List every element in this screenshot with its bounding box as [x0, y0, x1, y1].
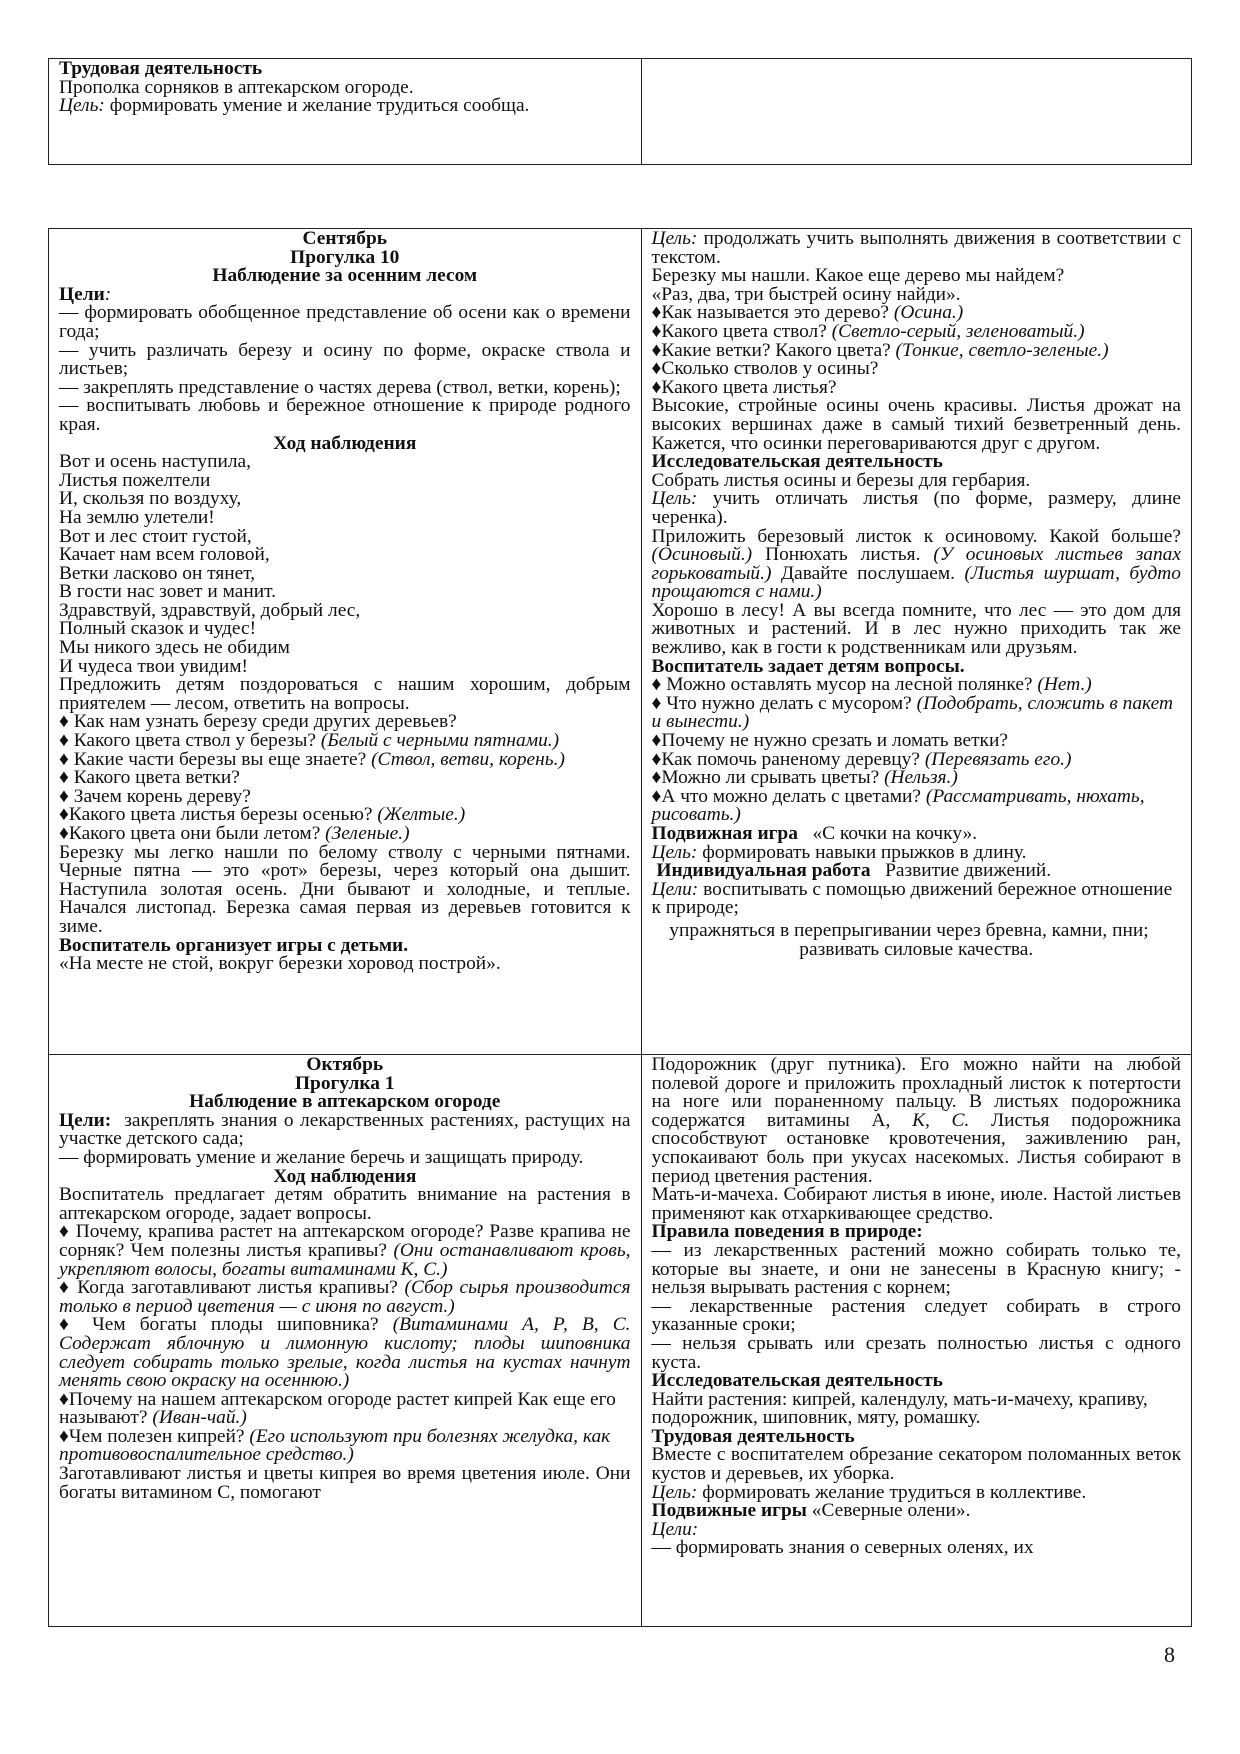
vitamins: К, С.: [912, 1109, 970, 1131]
october-walk-cell-right: [641, 1055, 1192, 1627]
subheading: Исследовательская деятельность: [651, 451, 943, 473]
goal-item: — учить различать березу и осину по форме, окраске ствола и листьев;: [59, 339, 631, 380]
question: ♦ Какого цвета ветки?: [59, 767, 240, 789]
poem-line: Здравствуй, здравствуй, добрый лес,: [59, 599, 361, 621]
goal-text: формировать навыки прыжков в длину.: [702, 841, 1027, 863]
question: ♦Как называется это дерево?: [651, 302, 889, 324]
paragraph: Березку мы легко нашли по белому стволу с черными пятнами. Черные пятна — это «рот» березы, через который она дышит. Наступила золотая осень. Дни бывают и холодные, и теплые. Начался листопад. Березка самая первая из деревьев готовится к зиме.: [59, 841, 631, 937]
month-title: Октябрь: [306, 1054, 384, 1075]
goal-label: Цели:: [651, 878, 699, 900]
question: ♦Какого цвета листья березы осенью?: [59, 804, 373, 826]
goal-label: Цель:: [651, 488, 698, 510]
goal-label: Цели:: [651, 1518, 699, 1540]
question: ♦Почему на нашем аптекарском огороде растет кипрей Как еще его называют?: [59, 1388, 616, 1429]
question: ♦Какого цвета они были летом?: [59, 823, 321, 844]
goals-label: Цели: [59, 283, 105, 305]
goal-label: Цель:: [651, 228, 698, 249]
game-name: «С кочки на кочку».: [812, 823, 978, 844]
goals-label: Цели:: [59, 1109, 112, 1131]
answer: (Перевязать его.): [924, 748, 1072, 770]
subheading: Трудовая деятельность: [651, 1425, 855, 1447]
game-text: «На месте не стой, вокруг березки хоровод построй».: [59, 953, 501, 975]
paragraph: Воспитатель предлагает детям обратить внимание на растения в аптекарском огороде, задает вопросы.: [59, 1184, 631, 1224]
answer: (Ствол, ветви, корень.): [371, 748, 565, 770]
poem-line: Полный сказок и чудес!: [59, 618, 257, 640]
goal-item: — воспитывать любовь и бережное отношение к природе родного края.: [59, 395, 631, 435]
goal-text: упражняться в перепрыгивании через бревна, камни, пни;: [669, 919, 1149, 941]
answer: (Нельзя.): [884, 767, 958, 789]
poem-line: В гости нас зовет и манит.: [59, 581, 276, 603]
answer: (Желтые.): [377, 804, 466, 826]
goal-text: воспитывать с помощью движений бережное отношение к природе;: [651, 878, 1173, 919]
walk-title: Прогулка 1: [294, 1072, 395, 1094]
goal-item: — закреплять представление о частях дерева (ствол, ветки, корень);: [59, 376, 621, 398]
answer: (Его используют при болезнях желудка, как противовоспалительное средство.): [59, 1425, 611, 1466]
answer: (Иван-чай.): [152, 1407, 247, 1429]
paragraph: Подорожник (друг путника). Его можно найти на любой полевой дороге и приложить прохладный листок к потертости на ноге или пораненному пальцу. В листьях подорожника содержатся витамины А,: [651, 1054, 1181, 1131]
paragraph: Давайте послушаем.: [780, 562, 955, 584]
course-heading: Ход наблюдения: [273, 432, 417, 454]
rule-item: — из лекарственных растений можно собирать только те, которые вы знаете, и они не занесены в Красную книгу; - нельзя вырывать растения с корнем;: [651, 1239, 1181, 1299]
paragraph: Собрать листья осины и березы для гербария.: [651, 469, 1031, 491]
subheading: Воспитатель организует игры с детьми.: [59, 934, 409, 956]
question: ♦ Чем богаты плоды шиповника?: [59, 1314, 379, 1336]
subheading: Подвижная игра: [651, 823, 798, 844]
labor-goal: формировать умение и желание трудиться сообща.: [109, 95, 530, 117]
paragraph: Хорошо в лесу! А вы всегда помните, что лес — это дом для животных и растений. И в лес нужно приходить так же вежливо, как в гости к родственникам или друзьям.: [651, 599, 1181, 659]
goal-item: закреплять знания о лекарственных растениях, растущих на участке детского сада;: [59, 1109, 631, 1150]
subheading: Индивидуальная работа: [656, 860, 871, 882]
subheading: Подвижные игры: [651, 1500, 807, 1522]
poem-line: Вот и осень наступила,: [59, 451, 252, 473]
paragraph: Листья подорожника способствуют остановке кровотечения, заживлению ран, успокаивают боль при укусах насекомых. Листья собирают в период цветения растения.: [651, 1109, 1181, 1187]
september-walk-cell-right: [641, 229, 1192, 1055]
answer: (Осиновый.): [651, 544, 753, 566]
october-walk-cell: [49, 1055, 642, 1627]
month-title: Сентябрь: [302, 228, 387, 249]
poem-line: Вот и лес стоит густой,: [59, 525, 252, 547]
poem-line: И, скользя по воздуху,: [59, 488, 242, 510]
question: ♦ Можно оставлять мусор на лесной полянке?: [651, 674, 1033, 696]
answer: (Белый с черными пятнами.): [320, 730, 560, 752]
paragraph: Заготавливают листья и цветы кипрея во время цветения июле. Они богаты витамином С, помогают: [59, 1463, 631, 1503]
goal-text: развивать силовые качества.: [799, 938, 1034, 960]
question: ♦Как помочь раненому деревцу?: [651, 748, 920, 770]
question: ♦Какие ветки? Какого цвета?: [651, 339, 891, 361]
answer: (Зеленые.): [325, 823, 410, 844]
paragraph: Понюхать листья.: [765, 544, 921, 566]
question: ♦ Как нам узнать березу среди других деревьев?: [59, 711, 457, 733]
goal-text: формировать желание трудиться в коллективе.: [702, 1481, 1087, 1503]
goal-label: Цель:: [651, 841, 698, 863]
page-number: 8: [1164, 1642, 1175, 1667]
answer: (У осиновых листьев запах горьковатый.): [651, 544, 1181, 584]
paragraph: Предложить детям поздороваться с нашим хорошим, добрым приятелем — лесом, ответить на вопросы.: [59, 674, 631, 714]
poem-line: Ветки ласково он тянет,: [59, 562, 256, 584]
goal-item: — формировать обобщенное представление об осени как о времени года;: [59, 302, 631, 342]
game-name: «Северные олени».: [811, 1500, 971, 1522]
goal-text: продолжать учить выполнять движения в соответствии с текстом.: [651, 228, 1181, 268]
goal-label: Цель:: [651, 1481, 698, 1503]
observation-title: Наблюдение в аптекарском огороде: [189, 1091, 501, 1113]
poem-line: Листья пожелтели: [59, 469, 211, 491]
poem-line: На землю улетели!: [59, 506, 215, 528]
paragraph: Высокие, стройные осины очень красивы. Листья дрожат на высоких вершинах даже в самый тихий безветренный день. Кажется, что осинки переговариваются друг с другом.: [651, 395, 1181, 454]
observation-title: Наблюдение за осенним лесом: [212, 265, 478, 287]
walk-title: Прогулка 10: [290, 246, 400, 268]
paragraph: Березку мы нашли. Какое еще дерево мы найдем?: [651, 265, 1065, 287]
poem-line: Мы никого здесь не обидим: [59, 637, 290, 659]
subheading: Исследовательская деятельность: [651, 1370, 943, 1392]
goal-item: — формировать умение и желание беречь и защищать природу.: [59, 1146, 584, 1168]
question: ♦А что можно делать с цветами?: [651, 785, 922, 807]
question: ♦Почему не нужно срезать и ломать ветки?: [651, 730, 1008, 752]
labor-table: [48, 58, 1192, 165]
goal-label: Цель:: [59, 95, 105, 117]
labor-cell: [49, 59, 642, 165]
empty-cell: [641, 59, 1192, 165]
answer: (Тонкие, светло-зеленые.): [895, 339, 1109, 361]
answer: (Рассматривать, нюхать, рисовать.): [651, 785, 1145, 826]
labor-title: Трудовая деятельность: [59, 58, 263, 79]
paragraph: Мать-и-мачеха. Собирают листья в июне, июле. Настой листьев применяют как отхаркивающее средство.: [651, 1184, 1181, 1224]
question: ♦ Какие части березы вы еще знаете?: [59, 748, 367, 770]
answer: (Витаминами А, Р, В, С. Содержат яблочную и лимонную кислоту; плоды шиповника следует собирать только зрелые, когда листья на кустах начнут менять свою окраску на осеннюю.): [59, 1314, 631, 1392]
answer: (Осина.): [893, 302, 964, 324]
answer: (Светло-серый, зеленоватый.): [831, 320, 1085, 342]
answer: (Сбор сырья производится только в период цветения — с июня по август.): [59, 1277, 631, 1317]
question: ♦ Когда заготавливают листья крапивы?: [59, 1277, 398, 1299]
paragraph: «Раз, два, три быстрей осину найди».: [651, 283, 961, 305]
question: ♦Чем полезен кипрей?: [59, 1425, 245, 1447]
rule-item: — лекарственные растения следует собирать в строго указанные сроки;: [651, 1295, 1181, 1336]
question: ♦Можно ли срывать цветы?: [651, 767, 880, 789]
goals-colon: :: [104, 283, 112, 305]
question: ♦ Почему, крапива растет на аптекарском огороде? Разве крапива не сорняк? Чем полезны листья крапивы?: [59, 1221, 631, 1261]
answer: (Листья шуршат, будто прощаются с нами.): [651, 562, 1181, 603]
subheading: Воспитатель задает детям вопросы.: [651, 655, 965, 677]
walks-table: [48, 228, 1192, 1627]
paragraph: Найти растения: кипрей, календулу, мать-и-мачеху, крапиву, подорожник, шиповник, мяту, ромашку.: [651, 1388, 1148, 1429]
september-walk-cell: [49, 229, 642, 1055]
question: ♦ Какого цвета ствол у березы?: [59, 730, 317, 752]
paragraph: Приложить березовый листок к осиновому. Какой больше?: [651, 525, 1181, 547]
subheading: Правила поведения в природе:: [651, 1221, 923, 1243]
course-heading: Ход наблюдения: [273, 1165, 417, 1187]
labor-line: Прополка сорняков в аптекарском огороде.: [59, 76, 414, 98]
question: ♦ Зачем корень дереву?: [59, 785, 251, 807]
question: ♦Какого цвета листья?: [651, 376, 837, 398]
poem-line: Качает нам всем головой,: [59, 544, 270, 566]
goal-text: — формировать знания о северных оленях, их: [651, 1537, 1034, 1559]
paragraph: Вместе с воспитателем обрезание секатором поломанных веток кустов и деревьев, их уборка.: [651, 1444, 1181, 1485]
answer: (Они останавливают кровь, укрепляют волосы, богаты витаминами К, С.): [59, 1239, 631, 1280]
goal-text: учить отличать листья (по форме, размеру, длине черенка).: [651, 488, 1181, 528]
paragraph: Развитие движений.: [885, 860, 1052, 882]
rule-item: — нельзя срывать или срезать полностью листья с одного куста.: [651, 1332, 1181, 1373]
question: ♦ Что нужно делать с мусором?: [651, 692, 912, 714]
question: ♦Сколько стволов у осины?: [651, 358, 879, 380]
question: ♦Какого цвета ствол?: [651, 320, 827, 342]
poem-line: И чудеса твои увидим!: [59, 655, 248, 677]
answer: (Нет.): [1037, 674, 1092, 696]
answer: (Подобрать, сложить в пакет и вынести.): [651, 692, 1173, 733]
